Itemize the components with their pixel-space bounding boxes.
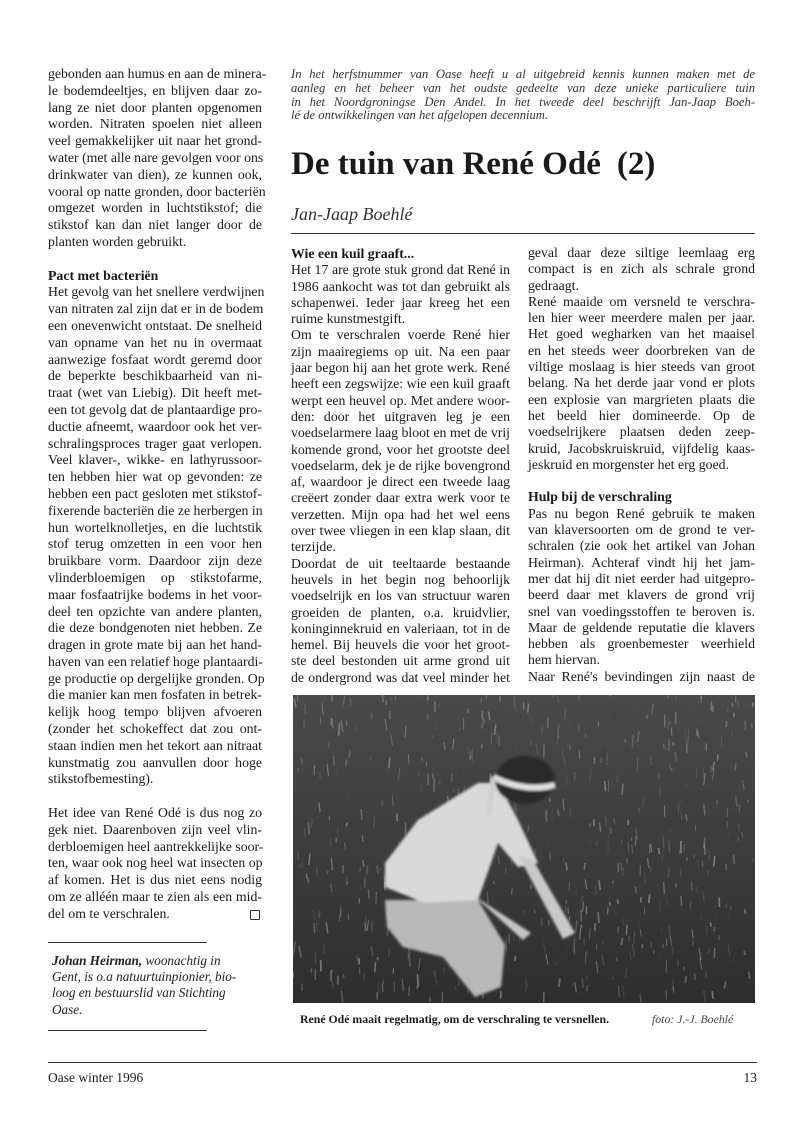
text-line-content: gedraagt. xyxy=(528,277,579,293)
text-line-content: schapenwei. Ieder jaar kreeg het een xyxy=(291,294,510,310)
text-line-content: maar fosfaatrijke bodems in het voor- xyxy=(48,586,262,602)
text-line xyxy=(528,457,755,473)
text-line-content: om ze alléén maar te zien als een mid- xyxy=(48,889,262,905)
text-line-content: hebben een pact gesloten met stikstof- xyxy=(48,485,262,501)
text-line-content: deel ten opzichte van andere planten, xyxy=(48,603,262,619)
bio-divider-top xyxy=(48,942,207,943)
text-line-content: haven van een relatief hoge plantaardi- xyxy=(48,653,263,669)
text-line-content: lang ze niet door planten opgenomen xyxy=(48,99,262,115)
text-line-content: van nitraten zal zijn dat er in de bodem xyxy=(48,301,264,317)
text-line-content: hemel. Bij heuvels die voor het groot- xyxy=(291,637,510,653)
text-line xyxy=(48,402,262,419)
text-line-content: ten hebben hier wat op gevonden: ze xyxy=(48,469,262,485)
paragraph xyxy=(48,66,267,251)
text-line xyxy=(48,654,262,671)
text-line xyxy=(48,889,262,906)
text-line xyxy=(291,474,510,490)
paragraph xyxy=(291,556,510,686)
text-line xyxy=(528,636,755,652)
text-line-content: bruikbare vorm. Daardoor zijn deze xyxy=(48,553,262,569)
text-line xyxy=(528,506,755,522)
text-line xyxy=(48,570,262,587)
text-line xyxy=(48,335,262,352)
text-line xyxy=(48,133,262,150)
text-line xyxy=(291,376,510,392)
text-line xyxy=(48,872,262,889)
text-line xyxy=(528,587,755,603)
text-line xyxy=(48,452,262,469)
text-line xyxy=(291,360,510,376)
paragraph xyxy=(528,294,755,473)
text-line-content: Het gevolg van het snellere verdwijnen xyxy=(48,284,265,300)
text-line xyxy=(48,805,262,822)
paragraph-spacer xyxy=(528,473,755,489)
paragraph xyxy=(291,327,510,555)
text-line-content: mer dat hij dit niet eerder had uitgepro- xyxy=(528,570,755,586)
text-line-content: Pas nu begon René gebruik te maken xyxy=(528,505,755,521)
text-line xyxy=(48,839,262,856)
text-line-content: vooral op natte gronden, door bacteriën xyxy=(48,183,266,199)
bio-line xyxy=(52,1002,262,1018)
text-line-content: derbloemigen heel aantrekkelijke soor- xyxy=(48,838,264,854)
text-line-content: de ondergrond was dat veel minder het xyxy=(291,669,510,685)
text-line xyxy=(48,469,262,486)
bio-line xyxy=(52,953,262,969)
text-line xyxy=(48,200,262,217)
text-line xyxy=(48,100,262,117)
text-line-content: len hier weer meerdere malen per jaar. xyxy=(528,310,755,326)
text-line-content: le bodemdeeltjes, en blijven daar zo- xyxy=(48,82,262,98)
text-line-content: gebonden aan humus en aan de minera- xyxy=(48,66,267,81)
text-line xyxy=(291,605,510,621)
text-line xyxy=(291,523,510,539)
text-line xyxy=(48,385,262,402)
paragraph-spacer xyxy=(48,251,262,268)
bio-divider-bottom xyxy=(48,1030,207,1031)
text-line xyxy=(291,409,510,425)
text-line xyxy=(291,653,510,669)
text-line xyxy=(48,368,262,385)
text-line-content: voedselrijk en los van structuur waren xyxy=(291,588,510,604)
text-line-content: Het idee van René Odé is dus nog zo xyxy=(48,805,262,821)
text-line xyxy=(528,310,755,326)
text-line xyxy=(528,294,755,310)
end-of-article-icon xyxy=(250,910,260,920)
title-text: De tuin van René Odé xyxy=(291,146,601,182)
intro-line: In het herfstnummer van Oase heeft u al uitgebreid kennis kunnen maken met de xyxy=(291,67,755,81)
section-heading: Wie een kuil graaft... xyxy=(291,246,415,261)
text-line-content: vlinderbloemigen op stikstofarme, xyxy=(48,569,262,585)
text-line-content: Heirman). Achteraf vindt hij het jam- xyxy=(528,554,755,570)
text-line xyxy=(48,352,262,369)
text-line-content: terzijde. xyxy=(291,539,336,555)
text-line-content: kelijk hoog tempo blijven afvoeren xyxy=(48,704,262,720)
photo-caption: René Odé maait regelmatig, om de verschraling te versnellen. xyxy=(300,1012,610,1026)
text-line xyxy=(48,620,262,637)
text-line xyxy=(528,359,755,375)
text-line xyxy=(48,704,262,721)
text-line-content: ruime kunstmestgift. xyxy=(291,311,406,327)
text-line-content: stikstofbemesting). xyxy=(48,771,154,787)
header-divider xyxy=(291,233,755,234)
section-heading: Hulp bij de verschraling xyxy=(528,489,672,505)
bio-text: loog en bestuurslid van Stichting xyxy=(52,985,226,1001)
text-line-content: Naar René's bevindingen zijn naast de xyxy=(528,668,755,684)
text-line-content: een onevenwicht ontstaat. De snelheid xyxy=(48,317,262,333)
text-line xyxy=(528,555,755,571)
text-line xyxy=(528,522,755,538)
text-line xyxy=(48,318,262,335)
text-line xyxy=(528,620,755,636)
text-line-content: belang. Na het derde jaar vond er plots xyxy=(528,375,755,391)
text-line-content: hebben als groenbemester weerhield xyxy=(528,636,755,652)
text-line-content: drinkwater van dien), ze kunnen ook, xyxy=(48,166,262,182)
text-line-content: het beeld hier domineerde. Op de xyxy=(528,407,755,423)
text-line-content: snel van voedingsstoffen te beroven is. xyxy=(528,603,755,619)
text-line-content: ductie afneemt, waardoor ook het ver- xyxy=(48,418,262,434)
text-line xyxy=(48,503,262,520)
text-line-content: heeft een zegswijze: wie een kuil graaft xyxy=(291,376,510,392)
text-line xyxy=(528,278,755,294)
text-line-content: koninginnekruid en valeriaan, tot in de xyxy=(291,620,510,636)
right-column xyxy=(528,245,755,685)
paragraph xyxy=(528,506,755,669)
text-line-content: heuvels in het begin nog behoorlijk xyxy=(291,571,510,587)
bio-line xyxy=(52,969,262,985)
text-line-content: compact is en zich als schrale grond xyxy=(528,261,755,277)
text-line-content: den: door het uitgraven leg je een xyxy=(291,408,510,424)
text-line-content: voedselrijkere plaatsen deden zeep- xyxy=(528,424,755,440)
text-line xyxy=(291,507,510,523)
text-line-content: schralen (zie ook het artikel van Johan xyxy=(528,538,755,554)
text-line xyxy=(291,458,510,474)
text-line xyxy=(48,486,262,503)
text-line xyxy=(291,344,510,360)
text-line-content: viltige moslaag is hier steeds van groot xyxy=(528,359,755,375)
text-line xyxy=(291,425,510,441)
bio-text: Gent, is o.a natuurtuinpionier, bio- xyxy=(52,969,237,985)
text-line xyxy=(48,234,262,251)
text-line xyxy=(48,755,262,772)
text-line-content: kruid, Jacobskruiskruid, vijfdelig kaas- xyxy=(528,440,755,456)
text-line-content: een explosie van margrieten plaats die xyxy=(528,391,755,407)
text-line-content: planten worden gebruikt. xyxy=(48,233,187,249)
text-line-content: ten, waar ook nog heel wat insecten op xyxy=(48,855,263,871)
text-line-content: dragen in grote mate bij aan het hand- xyxy=(48,637,262,653)
paragraph xyxy=(528,245,755,294)
text-line-content: René maaide om versneld te verschra- xyxy=(528,293,755,309)
text-line-content: Maar de geldende reputatie die klavers xyxy=(528,619,755,635)
text-line-content: Doordat de uit teeltaarde bestaande xyxy=(291,555,510,571)
text-line xyxy=(48,116,262,133)
text-line-content: voedselarm, dek je de rijke bovengrond xyxy=(291,457,510,473)
text-line xyxy=(528,669,755,685)
text-line-content: creëert zonder daar extra werk voor te xyxy=(291,490,510,506)
footer-divider xyxy=(48,1062,757,1063)
bio-name: Johan Heirman, xyxy=(52,953,143,968)
text-line xyxy=(48,284,265,301)
text-line-content: voedselarmere laag bloot en met de vrij xyxy=(291,425,510,441)
text-line xyxy=(528,392,755,408)
middle-column xyxy=(291,246,510,686)
text-line xyxy=(528,604,755,620)
article-intro xyxy=(291,68,755,123)
text-line xyxy=(291,262,510,278)
text-line xyxy=(528,261,755,277)
text-line-content: del om te verschralen. xyxy=(48,905,170,921)
text-line xyxy=(291,539,510,555)
text-line-content: die manier kan men fosfaten in betrek- xyxy=(48,687,262,703)
text-line xyxy=(291,279,510,295)
text-line xyxy=(48,738,262,755)
text-line-content: traat (wet van Liebig). Dit heeft met- xyxy=(48,385,262,401)
text-line xyxy=(528,408,755,424)
text-line xyxy=(291,442,510,458)
text-line xyxy=(528,652,755,668)
text-line-content: schralingsproces trager gaat verlopen. xyxy=(48,435,262,451)
text-line xyxy=(528,375,755,391)
text-line xyxy=(48,604,262,621)
text-line xyxy=(48,183,266,201)
text-line xyxy=(48,217,262,234)
text-line-content: aanwezige fosfaat wordt geremd door xyxy=(48,351,262,367)
text-line xyxy=(48,83,262,100)
text-line-content: jeskruid en morgenster het erg goed. xyxy=(528,456,730,472)
text-line-content: van opname van het nu in overmaat xyxy=(48,334,262,350)
paragraph-spacer xyxy=(48,788,262,805)
text-line-content: af, waardoor je direct een tweede laag xyxy=(291,474,510,490)
text-line-content: stof terug omzetten in een voor hen xyxy=(48,536,262,552)
text-line xyxy=(48,687,262,704)
text-line xyxy=(291,588,510,604)
text-line xyxy=(48,167,262,184)
text-line xyxy=(291,393,510,409)
text-line xyxy=(48,553,262,570)
text-line-content: over twee vliegen in een klap slaan, dit xyxy=(291,523,510,539)
text-line xyxy=(48,436,262,453)
text-line-content: gek niet. Daarenboven zijn veel vlin- xyxy=(48,821,262,837)
text-line-content: werpt een heuvel op. Met andere woor- xyxy=(291,392,510,408)
text-line-content: Om te verschralen voerde René hier xyxy=(291,327,510,343)
text-line xyxy=(291,311,510,327)
footer-issue: Oase winter 1996 xyxy=(48,1070,144,1085)
text-line xyxy=(528,245,755,261)
text-line xyxy=(48,721,262,738)
paragraph xyxy=(291,262,510,327)
text-line-content: zijn maairegiems op uit. Na een paar xyxy=(291,343,510,359)
text-line-content: fixerende bacteriën die ze herbergen in xyxy=(48,502,263,518)
text-line-content: (zonder het schokeffect dat zou ont- xyxy=(48,721,262,737)
text-line xyxy=(291,556,510,572)
intro-line: lé de ontwikkelingen van het afgelopen decennium. xyxy=(291,108,549,123)
text-line xyxy=(291,572,510,588)
text-line xyxy=(291,295,510,311)
text-line xyxy=(48,855,262,872)
text-line-content: komende grond, voor het grootste deel xyxy=(291,441,510,457)
text-line xyxy=(291,327,510,343)
text-line xyxy=(48,906,262,923)
intro-line: in het Noordgroningse Den Andel. In het tweede deel beschrijft Jan-Jaap Boeh- xyxy=(291,94,755,109)
text-line-content: geval daar deze siltige leemlaag erg xyxy=(528,245,755,260)
text-line-content: veel gemakkelijker uit naar het grond- xyxy=(48,133,262,149)
bio-line xyxy=(52,985,262,1001)
text-line-content: ge productie op dergelijke gronden. Op xyxy=(48,670,265,686)
bio-text: Oase. xyxy=(52,1001,83,1017)
text-line-content: 1986 aankocht was tot dan gebruikt als xyxy=(291,278,510,294)
text-line-content: staan indien men het tekort aan nitraat xyxy=(48,737,262,753)
title-part-number: (2) xyxy=(616,146,656,182)
text-line xyxy=(291,670,510,686)
text-line-content: hun wortelknolletjes, en die luchtstik xyxy=(48,519,262,535)
text-line xyxy=(528,424,755,440)
text-line-content: stikstof kan dan niet langer door de xyxy=(48,217,262,233)
paragraph xyxy=(48,805,262,923)
paragraph xyxy=(528,669,755,685)
text-line xyxy=(528,538,755,554)
text-line xyxy=(291,637,510,653)
text-line-content: verzetten. Mijn opa had het wel eens xyxy=(291,506,510,522)
text-line-content: de beperkte beschikbaarheid van ni- xyxy=(48,368,262,384)
text-line-content: Veel klaver-, wikke- en lathyrussoor- xyxy=(48,452,262,468)
photo-rene-ode-mowing xyxy=(293,695,755,1003)
text-line xyxy=(48,587,262,604)
text-line-content: een tot gevolg dat de plantaardige pro- xyxy=(48,401,262,417)
text-line xyxy=(291,621,510,637)
text-line-content: ste deel bestonden uit arme grond uit xyxy=(291,653,510,669)
text-line-content: beerd daar met klavers de grond vrij xyxy=(528,587,755,603)
text-line-content: water (met alle nare gevolgen voor ons xyxy=(48,149,264,165)
text-line xyxy=(48,301,262,318)
text-line-content: worden. Nitraten spoelen niet alleen xyxy=(48,116,262,132)
left-column xyxy=(48,66,267,923)
text-line-content: Het goed wegharken van het maaisel xyxy=(528,326,755,342)
text-line-content: hem hiervan. xyxy=(528,652,601,668)
text-line xyxy=(528,441,755,457)
text-line xyxy=(48,637,262,654)
photo-credit: foto: J.-J. Boehlé xyxy=(652,1012,734,1026)
text-line-content: Het 17 are grote stuk grond dat René in xyxy=(291,262,510,278)
text-line xyxy=(48,670,265,688)
text-line xyxy=(291,490,510,506)
section-heading: Pact met bacteriën xyxy=(48,267,159,283)
text-line xyxy=(48,771,262,788)
text-line-content: omgezet worden in luchtstikstof; die xyxy=(48,200,262,216)
text-line-content: kunstmatig zou aanvullen door hoge xyxy=(48,754,262,770)
text-line xyxy=(48,520,262,537)
text-line-content: die deze bondgenoten niet hebben. Ze xyxy=(48,620,262,636)
intro-line: aanleg en het beheer van het oudste gedeelte van deze unieke particuliere tuin xyxy=(291,80,755,95)
text-line-content: af komen. Het is dus niet eens nodig xyxy=(48,872,262,888)
author-bio xyxy=(52,953,262,1018)
text-line xyxy=(48,822,262,839)
text-line-content: groeiden de planten, o.a. kruidvlier, xyxy=(291,604,510,620)
text-line xyxy=(48,419,262,436)
text-line xyxy=(528,326,755,342)
text-line-content: en het steeds weer doorbreken van de xyxy=(528,342,755,358)
page-number: 13 xyxy=(743,1070,757,1085)
text-line xyxy=(528,343,755,359)
text-line-content: van klaversoorten om de grond te ver- xyxy=(528,522,755,538)
text-line xyxy=(48,536,262,553)
text-line xyxy=(48,66,267,83)
text-line-content: jaar begon hij aan het grote werk. René xyxy=(291,360,510,376)
article-title xyxy=(291,146,655,183)
article-author: Jan-Jaap Boehlé xyxy=(291,204,413,224)
text-line xyxy=(528,571,755,587)
text-line xyxy=(48,150,262,167)
paragraph xyxy=(48,284,265,788)
bio-text: woonachtig in xyxy=(142,953,221,968)
